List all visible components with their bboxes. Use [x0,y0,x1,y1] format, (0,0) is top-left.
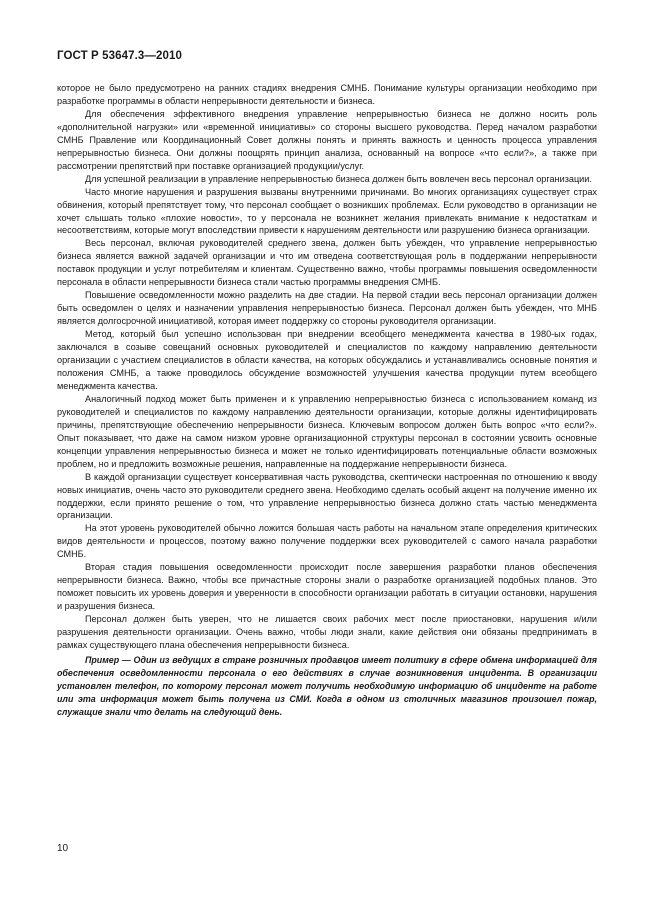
page-number: 10 [57,843,69,854]
paragraph-8: Аналогичный подход может быть применен и к управлению непрерывностью бизнеса с использованием команд из руководителей и специалистов по каждому направлению деятельности организации, которые должны идентифицировать причины, препятствующие обеспечению непрерывности бизнеса. Ключевым вопросом должен быть вопрос «что если?». Опыт показывает, что даже на самом низком уровне организационной структуры персонал в состоянии усвоить основные концепции управления непрерывностью бизнеса и может не только идентифицировать потенциальные области возможных проблем, но и предложить возможные решения, направленные на поддержание непрерывности бизнеса. [57,393,597,469]
example-label: Пример [85,654,120,665]
paragraph-5: Весь персонал, включая руководителей среднего звена, должен быть убежден, что управление непрерывностью бизнеса является важной задачей организации и что им отведена соответствующая роль в поддержании непрерывности поставок продукции и услуг потребителям и клиентам. Существенно важно, чтобы программы повышения осведомленности персонала в области непрерывности бизнеса стали частью программы внедрения СМНБ. [57,238,597,288]
example-paragraph [57,654,597,719]
document-body [57,82,597,719]
paragraph-1: которое не было предусмотрено на ранних стадиях внедрения СМНБ. Понимание культуры организации необходимо при разработке программы в области непрерывности деятельности и бизнеса. [57,83,597,106]
paragraph-11: Вторая стадия повышения осведомленности происходит после завершения разработки планов обеспечения непрерывности бизнеса. Важно, чтобы все причастные стороны знали о разработке организацией подобных планов. Это поможет повысить их уровень доверия и уверенности в способности организации работать в ситуации остановки, нарушения и разрушения бизнеса. [57,562,597,612]
paragraph-10: На этот уровень руководителей обычно ложится большая часть работы на начальном этапе определения критических видов деятельности и процессов, поэтому важно получение поддержки всех руководителей с самого начала разработки СМНБ. [57,523,597,560]
paragraph-2: Для обеспечения эффективного внедрения управление непрерывностью бизнеса не должно носить роль «дополнительной нагрузки» или «временной инициативы» со стороны высшего руководства. Перед началом разработки СМНБ Правление или Координационный Совет должны понять и принять важность и ценность процесса управления непрерывностью бизнеса. Они должны поощрять принцип анализа, основанный на вопросе «что если?», а также при рассмотрении препятствий при поставке организацией продукции/услуг. [57,108,597,171]
document-header: ГОСТ Р 53647.3—2010 [57,50,182,62]
example-text: — Один из ведущих в стране розничных продавцов имеет политику в сфере обмена информацией для обеспечения осведомленности персонала о его действиях в случае возникновения инцидента. В организации установлен телефон, по которому персонал может получить необходимую информацию об инциденте на работе или эта информация может быть получена из СМИ. Когда в одном из столичных магазинов произошел пожар, служащие знали что делать на следующий день. [57,654,597,717]
paragraph-12: Персонал должен быть уверен, что не лишается своих рабочих мест после приостановки, нарушения и/или разрушения деятельности организации. Очень важно, чтобы люди знали, какие действия они обязаны предпринимать в рамках существующего плана обеспечения непрерывности бизнеса. [57,614,597,650]
paragraph-7: Метод, который был успешно использован при внедрении всеобщего менеджмента качества в 1980-ых годах, заключался в созыве совещаний основных руководителей и специалистов по каждому направлению деятельности организации с участием специалистов в области качества, на которых обсуждались и устанавливались основные понятия и положения СМНБ, а также проводилось обсуждение возможностей улучшения качества продукции путем всеобщего менеджмента качества. [57,329,597,391]
paragraph-9: В каждой организации существует консервативная часть руководства, скептически настроенная по отношению к вводу новых инициатив, очень часто это руководители среднего звена. Необходимо сделать особый акцент на получение именно их поддержки, если принято решение о том, что управление непрерывностью бизнеса должно стать частью менеджмента организации. [57,471,597,521]
paragraph-4: Часто многие нарушения и разрушения вызваны внутренними причинами. Во многих организациях существует страх обвинения, который препятствует тому, что персонал сообщает о возникших проблемах. Если руководство в организации не хочет слышать только «плохие новости», то у персонала не возникнет желания привлекать внимание к недостаткам и несоответствиям, которые могут впоследствии привести к нарушениям деятельности или разрушению бизнеса организации. [57,186,597,236]
paragraph-6: Повышение осведомленности можно разделить на две стадии. На первой стадии весь персонал организации должен быть осведомлен о целях и назначении управления непрерывностью бизнеса. Персонал должен быть убежден, что МНБ является долгосрочной инициативой, которая имеет поддержку со стороны руководителя организации. [57,290,597,327]
paragraph-3: Для успешной реализации в управление непрерывностью бизнеса должен быть вовлечен весь персонал организации. [85,173,592,184]
